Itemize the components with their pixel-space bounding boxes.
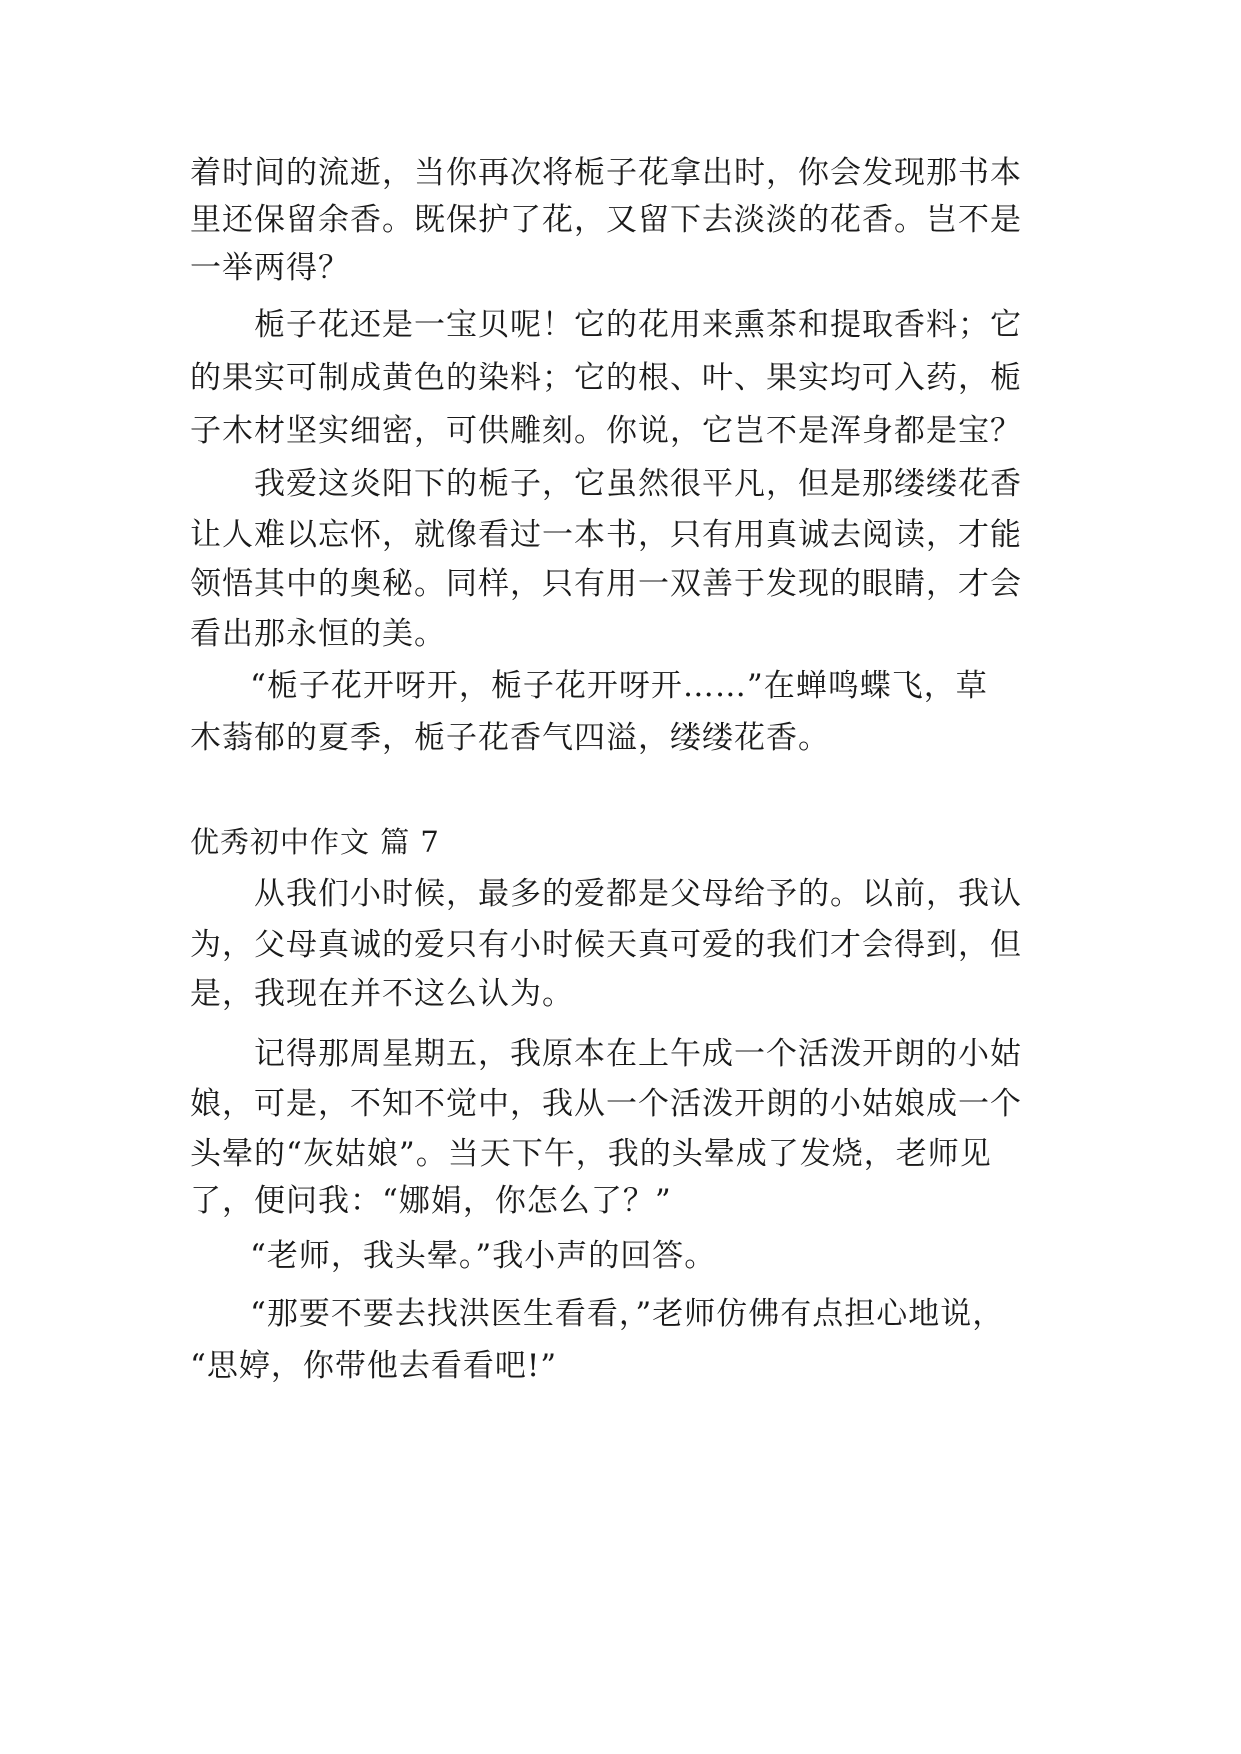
paragraph-first-line: “老师，我头晕。”我小声的回答。 — [250, 1238, 717, 1274]
text-line: 里还保留余香。既保护了花，又留下去淡淡的花香。岂不是 — [190, 202, 1022, 238]
text-line: 娘，可是，不知不觉中，我从一个活泼开朗的小姑娘成一个 — [190, 1086, 1022, 1122]
paragraph-first-line: 记得那周星期五，我原本在上午成一个活泼开朗的小姑 — [254, 1036, 1022, 1072]
section-heading: 优秀初中作文 篇 7 — [190, 825, 440, 859]
paragraph-first-line: 从我们小时候，最多的爱都是父母给予的。以前，我认 — [254, 876, 1022, 912]
text-line: 的果实可制成黄色的染料；它的根、叶、果实均可入药，栀 — [190, 360, 1022, 396]
paragraph-first-line: 栀子花还是一宝贝呢！它的花用来熏茶和提取香料；它 — [254, 307, 1022, 343]
text-line: 一举两得？ — [190, 250, 350, 286]
text-line: 领悟其中的奥秘。同样，只有用一双善于发现的眼睛，才会 — [190, 566, 1022, 602]
text-line: 了，便问我：“娜娟，你怎么了？” — [190, 1183, 672, 1219]
text-line: 子木材坚实细密，可供雕刻。你说，它岂不是浑身都是宝？ — [190, 413, 1022, 449]
paragraph-first-line: “栀子花开呀开，栀子花开呀开……”在蝉鸣蝶飞，草 — [250, 668, 988, 704]
text-line: “思婷，你带他去看看吧!” — [190, 1348, 558, 1384]
text-line: 为，父母真诚的爱只有小时候天真可爱的我们才会得到，但 — [190, 927, 1022, 963]
text-line: 着时间的流逝，当你再次将栀子花拿出时，你会发现那书本 — [190, 155, 1022, 191]
text-line: 木蓊郁的夏季，栀子花香气四溢，缕缕花香。 — [190, 720, 830, 756]
paragraph-first-line: “那要不要去找洪医生看看，”老师仿佛有点担心地说， — [250, 1296, 1005, 1332]
paragraph-first-line: 我爱这炎阳下的栀子，它虽然很平凡，但是那缕缕花香 — [254, 466, 1022, 502]
text-line: 让人难以忘怀，就像看过一本书，只有用真诚去阅读，才能 — [190, 517, 1022, 553]
text-line: 头晕的“灰姑娘”。当天下午，我的头晕成了发烧，老师见 — [190, 1136, 992, 1172]
text-line: 看出那永恒的美。 — [190, 616, 446, 652]
text-line: 是，我现在并不这么认为。 — [190, 976, 574, 1012]
